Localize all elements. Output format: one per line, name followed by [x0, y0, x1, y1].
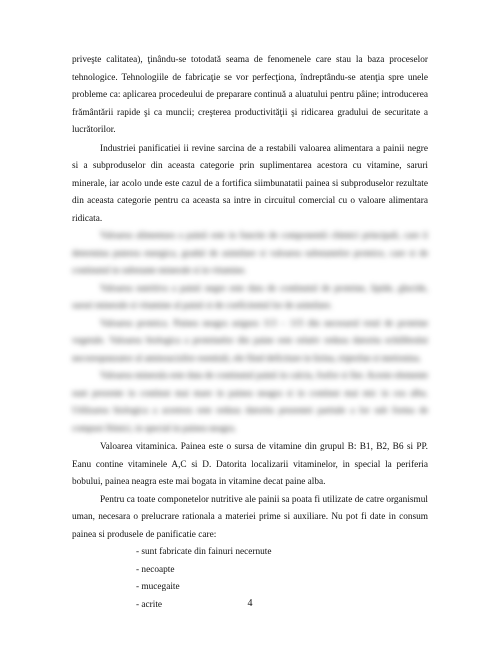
blurred-paragraph: Valoarea alimentara a painii este in functie de componentii chimici principali, care ii determina puterea energica, gradul de asimilare si valoarea substantelor proteice, care si de continutul in substante minerale si in vitamine.	[72, 231, 428, 276]
list-item: - sunt fabricate din fainuri necernute	[136, 547, 272, 557]
list-item: - necoapte	[136, 564, 175, 575]
blurred-section	[72, 228, 428, 438]
paragraph-consumption: Pentru ca toate componetelor nutritive ale painii sa poata fi utilizate de catre organismul uman, necesara o prelucrare rationala a materiei prime si auxiliare. Nu pot fi date in consum painea si produsele de panificatie care:	[72, 494, 428, 540]
paragraph-industry: Industriei panificatiei ii revine sarcina de a restabili valoarea alimentara a painii negre si a subproduselor din aceasta categorie prin suplimentarea acestora cu vitamine, saruri minerale, iar acolo unde este cazul de a fortifica siimbunatatii painea si subproduselor rezultate din aceasta categorie pentru ca aceasta sa intre in circuitul comercial cu o valoare alimentara ridicata.	[72, 143, 428, 224]
paragraph-continuation: priveşte calitatea), ţinându-se totodată seama de fenomenele care stau la baza proceselor tehnologice. Tehnologiile de fabricaţie se vor perfecţiona, îndreptându-se atenţia spre unele probleme ca: aplicarea procedeului de preparare continuă a aluatului pentru pâine; introducerea frământării rapide şi ca muncii; creşterea productivităţii şi ridicarea gradului de securitate a lucrătorilor.	[72, 55, 428, 135]
list-item: - mucegaite	[136, 582, 180, 592]
blurred-paragraph: Valoarea proteica. Painea neagra asigura 113 – 115 din necesarul total de proteine vegetale. Valoarea biologica a proteinelor din paine este relativ redusa datorita echilibrului necorespunzator al aminoacizilor esentiali, ele fiind deficitare in lizina, triptofan si metionina.	[72, 318, 428, 364]
paragraph-vitamins: Valoarea vitaminica. Painea este o sursa de vitamine din grupul B: B1, B2, B6 si PP. Eanu contine vitaminele A,C si D. Datorita localizarii vitaminelor, in special la periferia bobului, painea neagra este mai bogata in vitamine decat paine alba.	[72, 442, 428, 487]
list-item: - acrite	[136, 599, 163, 610]
page-number: 4	[247, 598, 253, 609]
blurred-paragraph: Valoarea minerala este data de continutul painii in calciu, fosfor si fier. Aceste elemente sunt prezente in continut mai mare in painea neagra si in continut mai mic in cea alba. Utilizarea biologica a acestora este redusa datorita prezentei partiale a lor sub forma de compusi fitinici, in special in painea neagra.	[72, 371, 428, 434]
blurred-paragraph: Valoarea nutritiva a painii negre este data de continutul de proteine, lipide, glucide, saruri minerale si vitamine al painii si de coeficientul lor de asimilare.	[72, 283, 428, 311]
